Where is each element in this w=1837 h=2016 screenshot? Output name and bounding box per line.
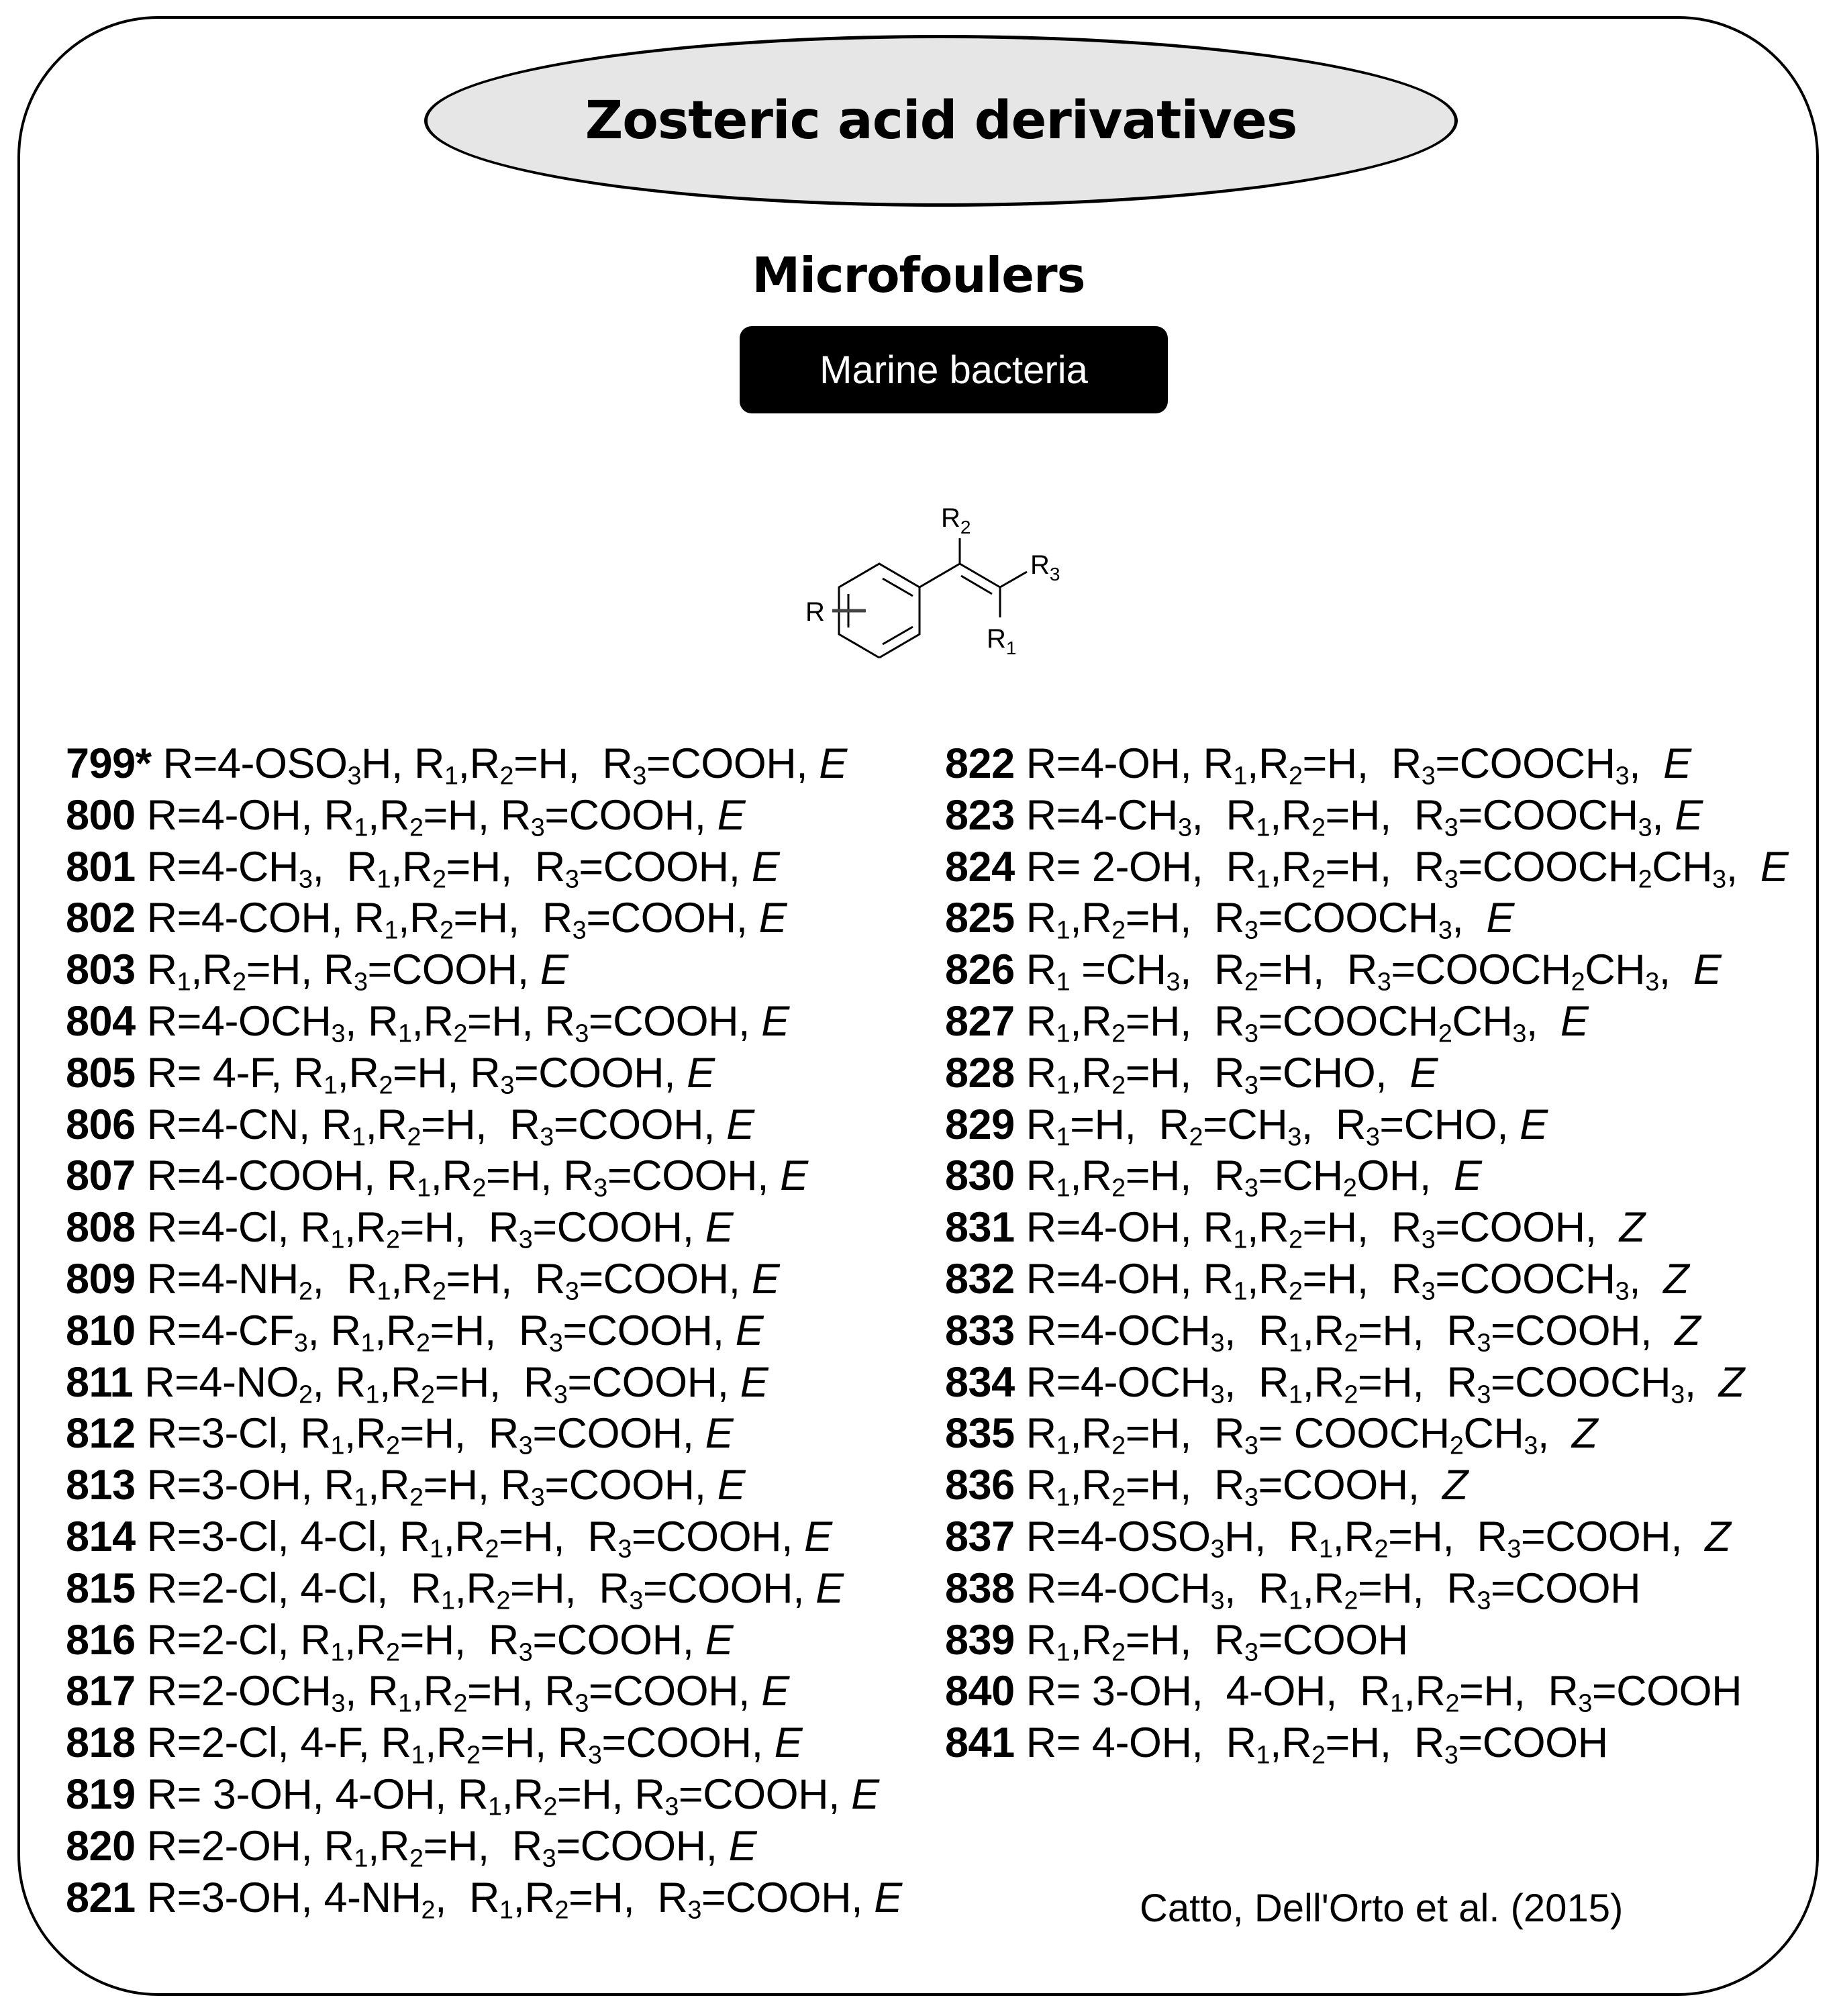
compound-number: 839 bbox=[945, 1616, 1015, 1664]
compound-row bbox=[945, 1666, 1788, 1717]
compound-substituents: R= 3-OH, 4-OH, $R_1,R_2=H$, $R_3=COOH$, E bbox=[135, 1770, 879, 1821]
compound-substituents: $R=4-OCH_3$, $R_1,R_2=H$, $R_3=COOH$ bbox=[1014, 1564, 1641, 1615]
compound-substituents: $R_1 =CH_3$, $R_2=H$, $R_3=COOCH_2CH_3$, E bbox=[1014, 946, 1722, 997]
compound-number: 811 bbox=[66, 1358, 134, 1406]
compound-substituents: $R=4-OCH_3$, $R_1,R_2=H$, $R_3=COOH$, E bbox=[135, 997, 789, 1048]
compound-row bbox=[66, 1717, 902, 1769]
compound-row bbox=[66, 842, 902, 893]
compound-substituents: R= 4-F, $R_1,R_2=H$, $R_3=COOH$, E bbox=[135, 1049, 715, 1100]
compound-substituents: R=2-Cl, 4-Cl, $R_1,R_2=H$, $R_3=COOH$, E bbox=[135, 1564, 844, 1615]
compound-row bbox=[66, 1254, 902, 1305]
compound-number: 820 bbox=[66, 1822, 136, 1870]
compound-row bbox=[945, 996, 1788, 1048]
compound-substituents: R=3-Cl, 4-Cl, $R_1,R_2=H$, $R_3=COOH$, E bbox=[135, 1513, 832, 1564]
compound-substituents: R= 4-OH, $R_1,R_2=H$, $R_3=COOH$ bbox=[1014, 1719, 1608, 1770]
compound-number: 808 bbox=[66, 1204, 136, 1252]
diagram-title: Zosteric acid derivatives bbox=[585, 91, 1297, 151]
compound-number: 823 bbox=[945, 791, 1015, 839]
compound-number: 836 bbox=[945, 1462, 1015, 1509]
compound-number: 803 bbox=[66, 946, 136, 994]
compound-substituents: $R_1,R_2=H$, $R_3=COOH$ bbox=[1014, 1616, 1408, 1666]
compound-substituents: R=2-OH, $R_1,R_2=H$, $R_3=COOH$, E bbox=[135, 1822, 757, 1873]
compound-number: 809 bbox=[66, 1255, 136, 1303]
compound-number: 817 bbox=[66, 1668, 136, 1715]
compound-row bbox=[945, 1357, 1788, 1409]
compound-substituents: $R=4-NO_2$, $R_1,R_2=H$, $R_3=COOH$, E bbox=[133, 1358, 768, 1409]
compound-number: 825 bbox=[945, 895, 1015, 942]
title-ellipse bbox=[424, 35, 1458, 207]
compound-substituents: R= 2-OH, $R_1,R_2=H$, $R_3=COOCH_2CH_3$, E bbox=[1014, 843, 1789, 894]
compound-substituents: $R=4-OSO_3H$, $R_1,R_2=H$, $R_3=COOH$, E bbox=[151, 740, 847, 791]
compound-substituents: R=4-COH, $R_1,R_2=H$, $R_3=COOH$, E bbox=[135, 895, 787, 945]
compound-row bbox=[945, 1511, 1788, 1563]
compound-row bbox=[66, 1511, 902, 1563]
compound-number: 805 bbox=[66, 1049, 136, 1097]
chemical-structure bbox=[765, 483, 1128, 685]
compound-number: 824 bbox=[945, 843, 1015, 891]
compound-number: 834 bbox=[945, 1358, 1015, 1406]
compound-number: 810 bbox=[66, 1307, 136, 1354]
compound-row bbox=[66, 1202, 902, 1254]
compound-row bbox=[945, 1615, 1788, 1666]
compound-number: 837 bbox=[945, 1513, 1015, 1560]
compound-row bbox=[66, 1150, 902, 1202]
compound-substituents: R=4-OH, $R_1,R_2=H$, $R_3=COOCH_3$, Z bbox=[1014, 1255, 1689, 1306]
compound-substituents: R=3-OH, $4-NH_2$, $R_1,R_2=H$, $R_3=COOH$, E bbox=[135, 1874, 902, 1924]
compound-number: 806 bbox=[66, 1101, 136, 1148]
compound-number: 833 bbox=[945, 1307, 1015, 1354]
compound-row bbox=[66, 790, 902, 842]
compound-substituents: $R=4-OCH_3$, $R_1,R_2=H$, $R_3=COOH$, Z bbox=[1014, 1307, 1701, 1358]
compound-substituents: R= 3-OH, 4-OH, $R_1,R_2=H$, $R_3=COOH$ bbox=[1014, 1668, 1742, 1718]
compound-row bbox=[945, 1563, 1788, 1615]
compound-number: 816 bbox=[66, 1616, 136, 1664]
compound-row bbox=[66, 944, 902, 996]
compound-substituents: $R=4-NH_2$, $R_1,R_2=H$, $R_3=COOH$, E bbox=[135, 1255, 780, 1306]
compound-substituents: R=2-Cl, 4-F, $R_1,R_2=H$, $R_3=COOH$, E bbox=[135, 1719, 803, 1770]
compound-substituents: $R=2-OCH_3$, $R_1,R_2=H$, $R_3=COOH$, E bbox=[135, 1668, 789, 1718]
compound-substituents: $R_1,R_2=H$, $R_3=COOCH_2CH_3$, E bbox=[1014, 997, 1589, 1048]
compound-substituents: $R=4-CF_3$, $R_1,R_2=H$, $R_3=COOH$, E bbox=[135, 1307, 764, 1358]
compound-substituents: R=3-Cl, $R_1,R_2=H$, $R_3=COOH$, E bbox=[135, 1410, 734, 1460]
compound-row bbox=[66, 1872, 902, 1924]
compound-number: 827 bbox=[945, 997, 1015, 1045]
compound-row bbox=[945, 1099, 1788, 1151]
compound-substituents: $R_1,R_2=H$, $R_3=$ $COOCH_2CH_3$, Z bbox=[1014, 1410, 1597, 1460]
compound-substituents: $R_1,R_2=H$, $R_3=CHO$, E bbox=[1014, 1049, 1438, 1100]
compound-row bbox=[66, 1460, 902, 1511]
compound-substituents: R=4-Cl, $R_1,R_2=H$, $R_3=COOH$, E bbox=[135, 1204, 734, 1254]
compound-number: 815 bbox=[66, 1564, 136, 1612]
compound-row bbox=[66, 996, 902, 1048]
compound-row bbox=[945, 944, 1788, 996]
compound-substituents: R=4-OH, $R_1,R_2=H$, $R_3=COOH$, Z bbox=[1014, 1204, 1645, 1254]
compound-number: 804 bbox=[66, 997, 136, 1045]
compound-row bbox=[945, 1150, 1788, 1202]
compound-row bbox=[66, 1615, 902, 1666]
r-label: R bbox=[805, 597, 825, 627]
compound-substituents: $R_1=H$, $R_2=CH_3$, $R_3=CHO$, E bbox=[1014, 1101, 1548, 1152]
compound-row bbox=[66, 738, 902, 790]
compound-substituents: $R=4-OSO_3H$, $R_1,R_2=H$, $R_3=COOH$, Z bbox=[1014, 1513, 1731, 1564]
svg-text:R1: $R_1$ bbox=[987, 624, 1017, 658]
compound-number: 813 bbox=[66, 1462, 136, 1509]
compound-substituents: $R=4-OCH_3$, $R_1,R_2=H$, $R_3=COOCH_3$, Z bbox=[1014, 1358, 1744, 1409]
compound-list-right bbox=[945, 738, 1788, 1769]
compound-number: 840 bbox=[945, 1668, 1015, 1715]
compound-row bbox=[945, 893, 1788, 944]
compound-row bbox=[66, 1769, 902, 1821]
compound-substituents: $R=4-CH_3$, $R_1,R_2=H$, $R_3=COOH$, E bbox=[135, 843, 780, 894]
svg-text:R3: $R_3$ bbox=[1030, 550, 1060, 585]
compound-row bbox=[66, 1048, 902, 1099]
compound-number: 830 bbox=[945, 1152, 1015, 1200]
compound-number: 819 bbox=[66, 1770, 136, 1818]
svg-text:R2: $R_2$ bbox=[941, 503, 971, 538]
compound-number: 799* bbox=[66, 740, 152, 787]
compound-row bbox=[66, 1357, 902, 1409]
compound-number: 838 bbox=[945, 1564, 1015, 1612]
compound-number: 826 bbox=[945, 946, 1015, 994]
section-heading: Microfoulers bbox=[752, 247, 1085, 303]
compound-substituents: R=2-Cl, $R_1,R_2=H$, $R_3=COOH$, E bbox=[135, 1616, 734, 1666]
compound-row bbox=[945, 1717, 1788, 1769]
compound-number: 841 bbox=[945, 1719, 1015, 1767]
compound-number: 802 bbox=[66, 895, 136, 942]
compound-substituents: R=4-OH, $R_1,R_2=H$, $R_3=COOCH_3$, E bbox=[1014, 740, 1691, 791]
compound-substituents: R=4-CN, $R_1,R_2=H$, $R_3=COOH$, E bbox=[135, 1101, 754, 1152]
compound-row bbox=[66, 1821, 902, 1872]
compound-number: 828 bbox=[945, 1049, 1015, 1097]
compound-substituents: $R_1,R_2=H$, $R_3=CH_2OH$, E bbox=[1014, 1152, 1482, 1203]
compound-number: 829 bbox=[945, 1101, 1015, 1148]
compound-number: 801 bbox=[66, 843, 136, 891]
compound-row bbox=[945, 738, 1788, 790]
compound-number: 807 bbox=[66, 1152, 136, 1200]
compound-row bbox=[945, 1305, 1788, 1357]
compound-substituents: $R_1,R_2=H$, $R_3=COOCH_3$, E bbox=[1014, 895, 1514, 945]
compound-substituents: R=4-COOH, $R_1,R_2=H$, $R_3=COOH$, E bbox=[135, 1152, 808, 1203]
compound-row bbox=[945, 1048, 1788, 1099]
compound-substituents: $R_1,R_2=H$, $R_3=COOH$, E bbox=[135, 946, 568, 997]
citation: Catto, Dell'Orto et al. (2015) bbox=[1140, 1886, 1624, 1930]
compound-number: 814 bbox=[66, 1513, 136, 1560]
compound-substituents: R=3-OH, $R_1,R_2=H$, $R_3=COOH$, E bbox=[135, 1462, 746, 1512]
compound-row bbox=[66, 1666, 902, 1717]
compound-row bbox=[66, 1408, 902, 1460]
compound-row bbox=[945, 1408, 1788, 1460]
compound-list-left bbox=[66, 738, 902, 1923]
compound-row bbox=[945, 1254, 1788, 1305]
compound-row bbox=[945, 1202, 1788, 1254]
compound-row bbox=[66, 1563, 902, 1615]
category-badge: Marine bacteria bbox=[740, 326, 1168, 413]
compound-number: 821 bbox=[66, 1874, 136, 1921]
compound-row bbox=[945, 1460, 1788, 1511]
compound-number: 818 bbox=[66, 1719, 136, 1767]
compound-number: 800 bbox=[66, 791, 136, 839]
compound-substituents: $R_1,R_2=H$, $R_3=COOH$, Z bbox=[1014, 1462, 1468, 1512]
compound-substituents: R=4-OH, $R_1,R_2=H$, $R_3=COOH$, E bbox=[135, 791, 746, 842]
compound-number: 835 bbox=[945, 1410, 1015, 1458]
compound-row bbox=[66, 893, 902, 944]
compound-number: 831 bbox=[945, 1204, 1015, 1252]
compound-row bbox=[66, 1099, 902, 1151]
compound-number: 832 bbox=[945, 1255, 1015, 1303]
compound-substituents: $R=4-CH_3$, $R_1,R_2=H$, $R_3=COOCH_3$, E bbox=[1014, 791, 1703, 842]
compound-row bbox=[66, 1305, 902, 1357]
compound-number: 822 bbox=[945, 740, 1015, 787]
compound-row bbox=[945, 842, 1788, 893]
compound-row bbox=[945, 790, 1788, 842]
compound-number: 812 bbox=[66, 1410, 136, 1458]
